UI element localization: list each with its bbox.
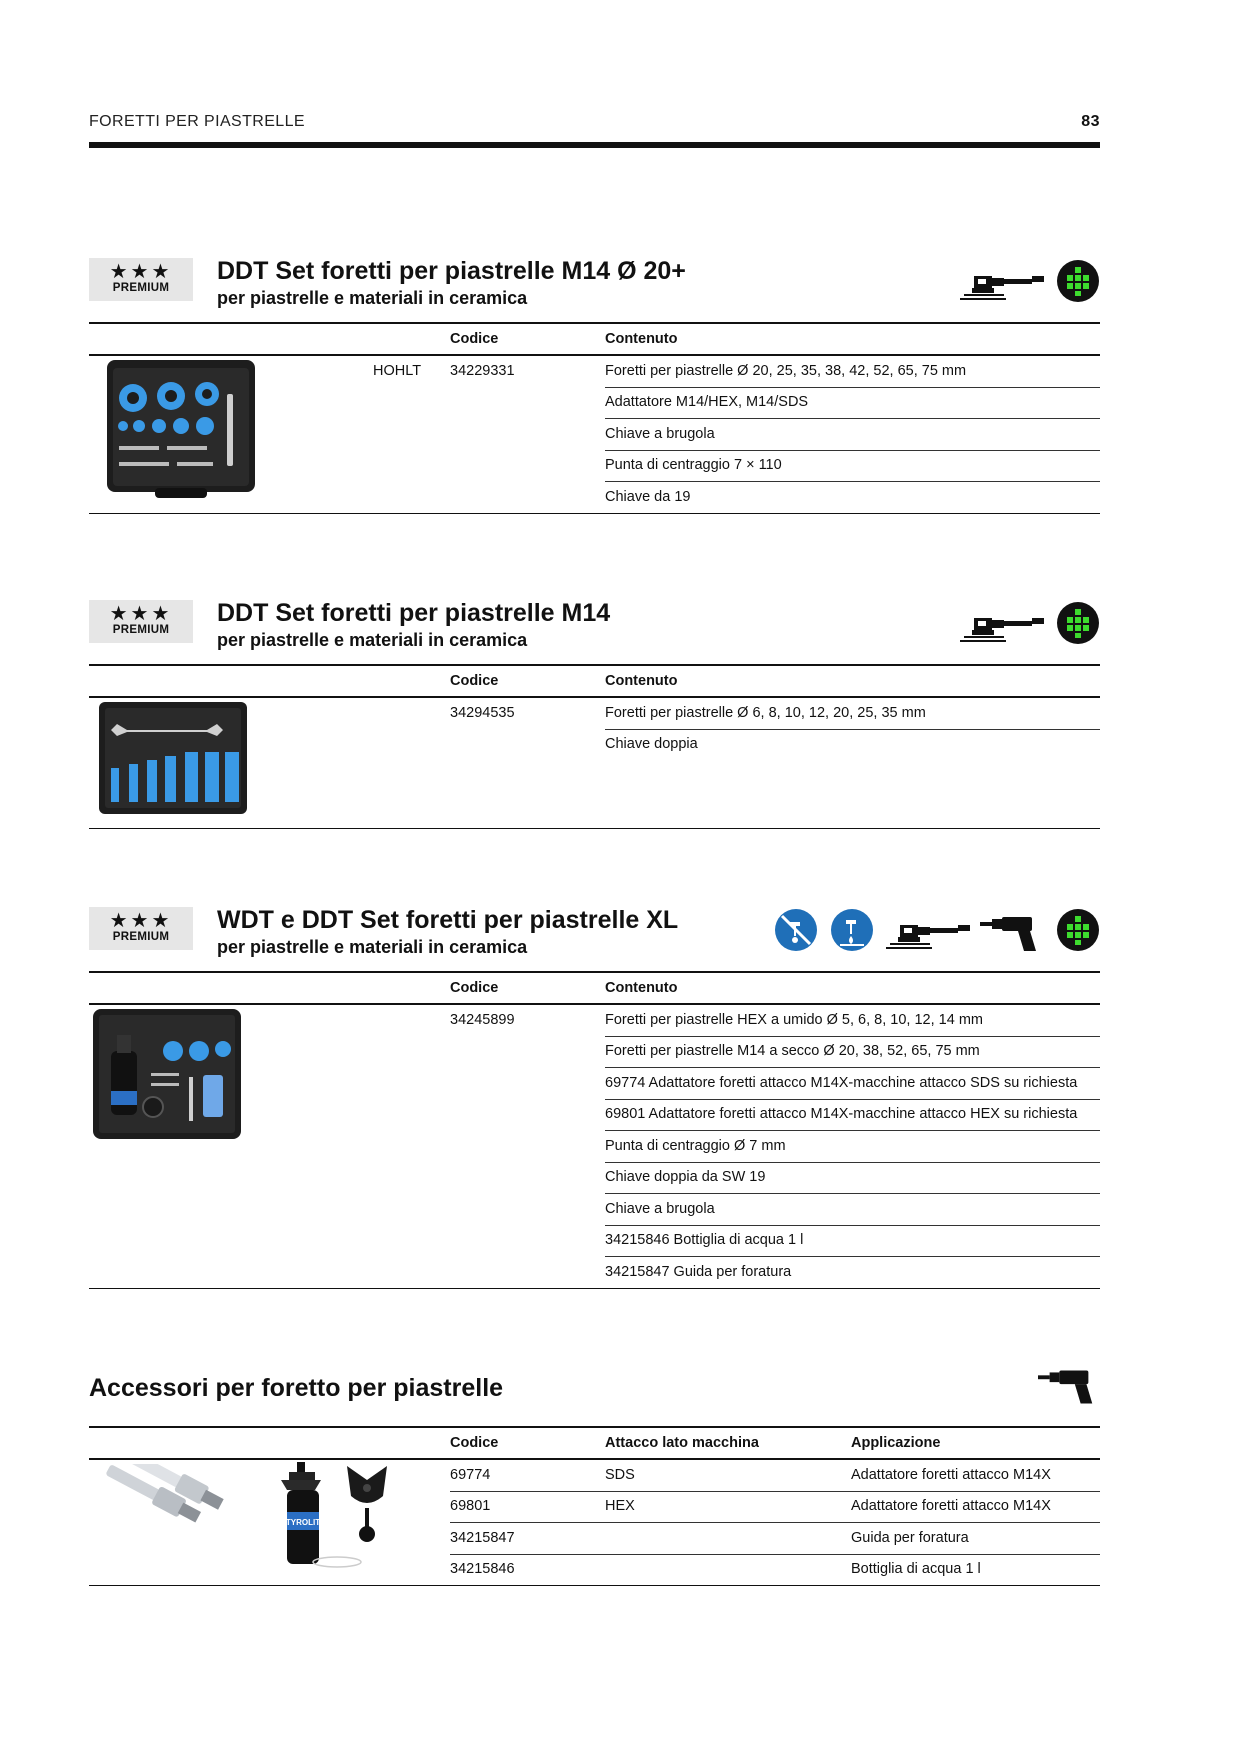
- product-section-m14-20: [89, 258, 1100, 520]
- application-icons: [960, 600, 1100, 650]
- extra-label: HOHLT: [373, 363, 422, 379]
- column-header-code: Codice: [450, 673, 499, 689]
- badge-label: PREMIUM: [112, 282, 170, 294]
- wet-drilling-prohibited-icon: [774, 908, 818, 952]
- column-header-attachment: Attacco lato macchina: [605, 1435, 759, 1451]
- column-header-code: Codice: [450, 331, 499, 347]
- product-title: DDT Set foretti per piastrelle M14: [217, 599, 611, 627]
- adapter-image: [89, 1464, 249, 1544]
- content-item: Foretti per piastrelle Ø 20, 25, 35, 38, 42, 52, 65, 75 mm: [605, 363, 967, 379]
- content-item: Chiave a brugola: [605, 1201, 715, 1217]
- angle-grinder-icon: [960, 270, 1046, 304]
- product-section-m14: [89, 600, 1100, 830]
- product-subtitle: per piastrelle e materiali in ceramica: [217, 630, 528, 650]
- product-title: DDT Set foretti per piastrelle M14 Ø 20+: [217, 257, 686, 285]
- tile-material-icon: [1056, 908, 1100, 952]
- accessory-code: 69774: [450, 1467, 491, 1483]
- product-table: [89, 322, 1100, 520]
- premium-badge: [89, 907, 193, 950]
- content-item: 34215846 Bottiglia di acqua 1 l: [605, 1232, 804, 1248]
- column-header-code: Codice: [450, 980, 499, 996]
- product-image-case: [105, 358, 257, 500]
- column-header-code: Codice: [450, 1435, 499, 1451]
- content-item: Foretti per piastrelle Ø 6, 8, 10, 12, 20, 25, 35 mm: [605, 705, 926, 721]
- accessory-attachment: SDS: [605, 1467, 635, 1483]
- accessory-code: 34215847: [450, 1530, 515, 1546]
- accessory-application: Bottiglia di acqua 1 l: [851, 1561, 981, 1577]
- product-section-xl: [89, 907, 1100, 1297]
- product-subtitle: per piastrelle e materiali in ceramica: [217, 288, 528, 308]
- angle-grinder-icon: [960, 612, 1046, 646]
- drill-icon: [980, 913, 1044, 953]
- angle-grinder-icon: [886, 919, 972, 953]
- content-item: 34215847 Guida per foratura: [605, 1264, 792, 1280]
- product-code: 34245899: [450, 1012, 515, 1028]
- stars-icon: ★★★: [109, 601, 173, 625]
- accessory-application: Adattatore foretti attacco M14X: [851, 1498, 1051, 1514]
- tile-material-icon: [1056, 259, 1100, 303]
- application-icons: [960, 258, 1100, 308]
- content-item: Chiave doppia: [605, 736, 698, 752]
- drill-icon: [1038, 1366, 1100, 1406]
- product-code: 34294535: [450, 705, 515, 721]
- product-title: WDT e DDT Set foretti per piastrelle XL: [217, 906, 679, 934]
- accessory-code: 34215846: [450, 1561, 515, 1577]
- accessory-application: Adattatore foretti attacco M14X: [851, 1467, 1051, 1483]
- section-title: FORETTI PER PIASTRELLE: [89, 113, 305, 130]
- page-number: 83: [1081, 113, 1100, 130]
- badge-label: PREMIUM: [112, 624, 170, 636]
- column-header-content: Contenuto: [605, 980, 678, 996]
- content-item: Chiave doppia da SW 19: [605, 1169, 766, 1185]
- content-item: 69774 Adattatore foretti attacco M14X-macchine attacco SDS su richiesta: [605, 1075, 1078, 1091]
- column-header-content: Contenuto: [605, 673, 678, 689]
- stars-icon: ★★★: [109, 908, 173, 932]
- bottle-brand-label: TYROLIT: [285, 1518, 321, 1527]
- accessory-code: 69801: [450, 1498, 491, 1514]
- content-item: 69801 Adattatore foretti attacco M14X-macchine attacco HEX su richiesta: [605, 1106, 1078, 1122]
- drilling-guide-image: [341, 1462, 393, 1552]
- application-icons: [774, 907, 1100, 957]
- premium-badge: [89, 258, 193, 301]
- content-item: Punta di centraggio Ø 7 mm: [605, 1138, 786, 1154]
- content-item: Foretti per piastrelle M14 a secco Ø 20, 38, 52, 65, 75 mm: [605, 1043, 980, 1059]
- product-table: [89, 664, 1100, 830]
- content-item: Punta di centraggio 7 × 110: [605, 457, 782, 473]
- badge-label: PREMIUM: [112, 931, 170, 943]
- premium-badge: [89, 600, 193, 643]
- accessories-table: [89, 1426, 1100, 1586]
- product-subtitle: per piastrelle e materiali in ceramica: [217, 937, 528, 957]
- product-image-case: [91, 1007, 243, 1143]
- content-item: Chiave a brugola: [605, 426, 715, 442]
- header-rule: [89, 142, 1100, 148]
- product-table: [89, 971, 1100, 1297]
- column-header-application: Applicazione: [851, 1435, 941, 1451]
- accessories-title: Accessori per foretto per piastrelle: [89, 1374, 504, 1402]
- product-code: 34229331: [450, 363, 515, 379]
- product-image-case: [97, 700, 249, 818]
- stars-icon: ★★★: [109, 259, 173, 283]
- wet-drilling-icon: [830, 908, 874, 952]
- content-item: Adattatore M14/HEX, M14/SDS: [605, 394, 809, 410]
- accessory-application: Guida per foratura: [851, 1530, 969, 1546]
- accessory-attachment: HEX: [605, 1498, 635, 1514]
- content-item: Chiave da 19: [605, 489, 691, 505]
- page-header: [89, 113, 1100, 149]
- column-header-content: Contenuto: [605, 331, 678, 347]
- content-item: Foretti per piastrelle HEX a umido Ø 5, 6, 8, 10, 12, 14 mm: [605, 1012, 983, 1028]
- tile-material-icon: [1056, 601, 1100, 645]
